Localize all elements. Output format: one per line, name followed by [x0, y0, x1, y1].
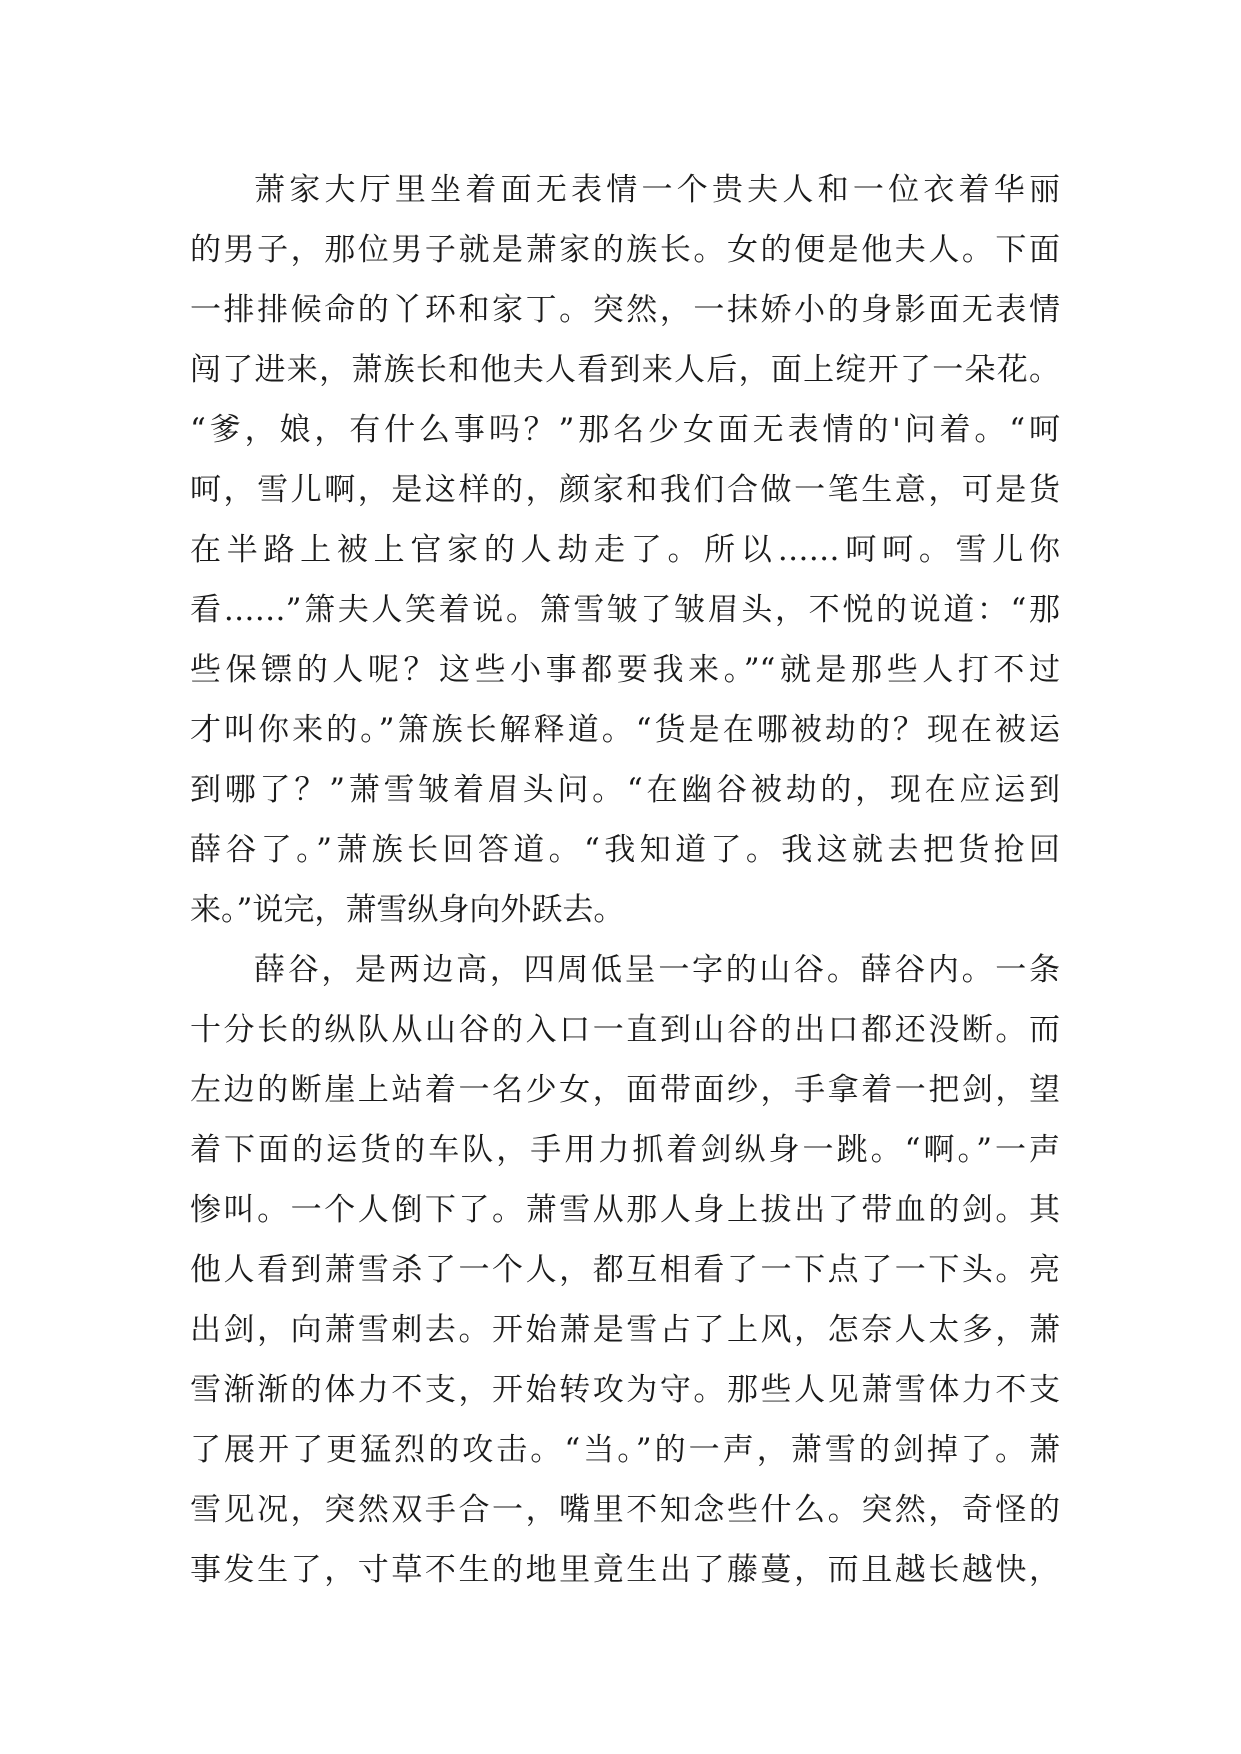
paragraph-2: [190, 940, 1060, 1600]
text-line: 些保镖的人呢？这些小事都要我来。”“就是那些人打不过: [190, 652, 1060, 688]
text-line: “爹，娘，有什么事吗？”那名少女面无表情的'问着。“呵: [190, 412, 1060, 448]
text-line: 左边的断崖上站着一名少女，面带面纱，手拿着一把剑，望: [190, 1072, 1060, 1108]
text-line: 一排排候命的丫环和家丁。突然，一抹娇小的身影面无表情: [190, 292, 1060, 328]
body-text: [190, 160, 1060, 1600]
text-line: 出剑，向萧雪刺去。开始萧是雪占了上风，怎奈人太多，萧: [190, 1312, 1060, 1348]
text-line: 萧家大厅里坐着面无表情一个贵夫人和一位衣着华丽: [254, 172, 1060, 208]
text-line: 薛谷了。”萧族长回答道。“我知道了。我这就去把货抢回: [190, 832, 1060, 868]
text-line: 雪见况，突然双手合一，嘴里不知念些什么。突然，奇怪的: [190, 1492, 1060, 1528]
text-line: 事发生了，寸草不生的地里竟生出了藤蔓，而且越长越快，: [190, 1552, 1060, 1588]
text-line: 闯了进来，萧族长和他夫人看到来人后，面上绽开了一朵花。: [190, 352, 1060, 388]
text-line: 到哪了？”萧雪皱着眉头问。“在幽谷被劫的，现在应运到: [190, 772, 1060, 808]
text-line: 十分长的纵队从山谷的入口一直到山谷的出口都还没断。而: [190, 1012, 1060, 1048]
text-line: 薛谷，是两边高，四周低呈一字的山谷。薛谷内。一条: [254, 952, 1060, 988]
text-line: 着下面的运货的车队，手用力抓着剑纵身一跳。“啊。”一声: [190, 1132, 1060, 1168]
text-line: 看……”箫夫人笑着说。箫雪皱了皱眉头，不悦的说道：“那: [190, 592, 1060, 628]
paragraph-1: [190, 160, 1060, 940]
text-line: 呵，雪儿啊，是这样的，颜家和我们合做一笔生意，可是货: [190, 472, 1060, 508]
text-line: 雪渐渐的体力不支，开始转攻为守。那些人见萧雪体力不支: [190, 1372, 1060, 1408]
text-line: 惨叫。一个人倒下了。萧雪从那人身上拔出了带血的剑。其: [190, 1192, 1060, 1228]
text-line: 来。”说完，萧雪纵身向外跃去。: [190, 892, 625, 928]
text-line: 的男子，那位男子就是萧家的族长。女的便是他夫人。下面: [190, 232, 1060, 268]
text-line: 了展开了更猛烈的攻击。“当。”的一声，萧雪的剑掉了。萧: [190, 1432, 1060, 1468]
text-line: 他人看到萧雪杀了一个人，都互相看了一下点了一下头。亮: [190, 1252, 1060, 1288]
text-line: 才叫你来的。”箫族长解释道。“货是在哪被劫的？现在被运: [190, 712, 1060, 748]
text-line: 在半路上被上官家的人劫走了。所以……呵呵。雪儿你: [190, 532, 1060, 568]
